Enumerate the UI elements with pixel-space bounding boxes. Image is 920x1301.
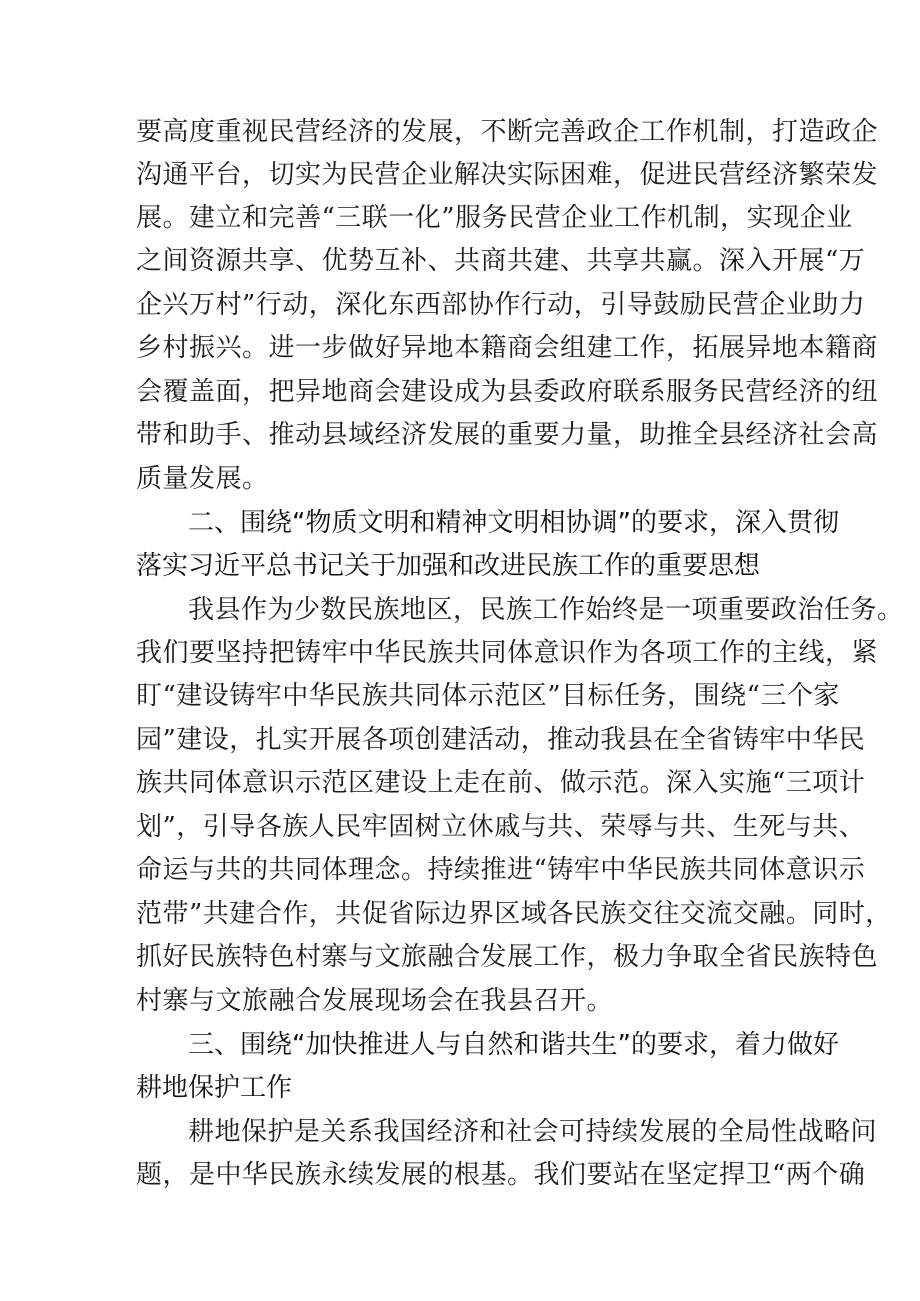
text-line: 命运与共的共同体理念。持续推进“铸牢中华民族共同体意识示 xyxy=(136,855,866,885)
text-line: 抓好民族特色村寨与文旅融合发展工作，极力争取全省民族特色 xyxy=(136,942,879,972)
heading-line: 三、围绕“加快推进人与自然和谐共生”的要求，着力做好 xyxy=(188,1030,839,1060)
text-line: 沟通平台，切实为民营企业解决实际困难，促进民营经济繁荣发 xyxy=(136,160,879,190)
text-line: 题，是中华民族永续发展的根基。我们要站在坚定捍卫“两个确 xyxy=(136,1160,866,1190)
text-line: 要高度重视民营经济的发展，不断完善政企工作机制，打造政企 xyxy=(136,117,879,147)
text-line: 园”建设，扎实开展各项创建活动，推动我县在全省铸牢中华民 xyxy=(136,725,866,755)
text-line: 之间资源共享、优势互补、共商共建、共享共赢。深入开展“万 xyxy=(136,246,866,276)
text-line: 村寨与文旅融合发展现场会在我县召开。 xyxy=(136,986,614,1016)
heading-line: 二、围绕“物质文明和精神文明相协调”的要求，深入贯彻 xyxy=(188,508,839,538)
text-line: 耕地保护是关系我国经济和社会可持续发展的全局性战略问 xyxy=(188,1117,878,1147)
text-line: 族共同体意识示范区建设上走在前、做示范。深入实施“三项计 xyxy=(136,768,866,798)
text-line: 我们要坚持把铸牢中华民族共同体意识作为各项工作的主线，紧 xyxy=(136,638,879,668)
text-line: 划”，引导各族人民牢固树立休戚与共、荣辱与共、生死与共、 xyxy=(136,812,866,842)
text-line: 质量发展。 xyxy=(136,464,269,494)
text-line: 带和助手、推动县域经济发展的重要力量，助推全县经济社会高 xyxy=(136,420,879,450)
text-line: 企兴万村”行动，深化东西部协作行动，引导鼓励民营企业助力 xyxy=(136,290,866,320)
text-line: 盯“建设铸牢中华民族共同体示范区”目标任务，围绕“三个家 xyxy=(136,681,840,711)
text-line: 范带”共建合作，共促省际边界区域各民族交往交流交融。同时， xyxy=(136,899,892,929)
text-line: 我县作为少数民族地区，民族工作始终是一项重要政治任务。 xyxy=(188,595,904,625)
text-line: 展。建立和完善“三联一化”服务民营企业工作机制，实现企业 xyxy=(136,203,853,233)
text-line: 乡村振兴。进一步做好异地本籍商会组建工作，拓展异地本籍商 xyxy=(136,333,879,363)
heading-line: 落实习近平总书记关于加强和改进民族工作的重要思想 xyxy=(136,551,761,581)
text-line: 会覆盖面，把异地商会建设成为县委政府联系服务民营经济的纽 xyxy=(136,377,879,407)
heading-line: 耕地保护工作 xyxy=(136,1073,293,1103)
